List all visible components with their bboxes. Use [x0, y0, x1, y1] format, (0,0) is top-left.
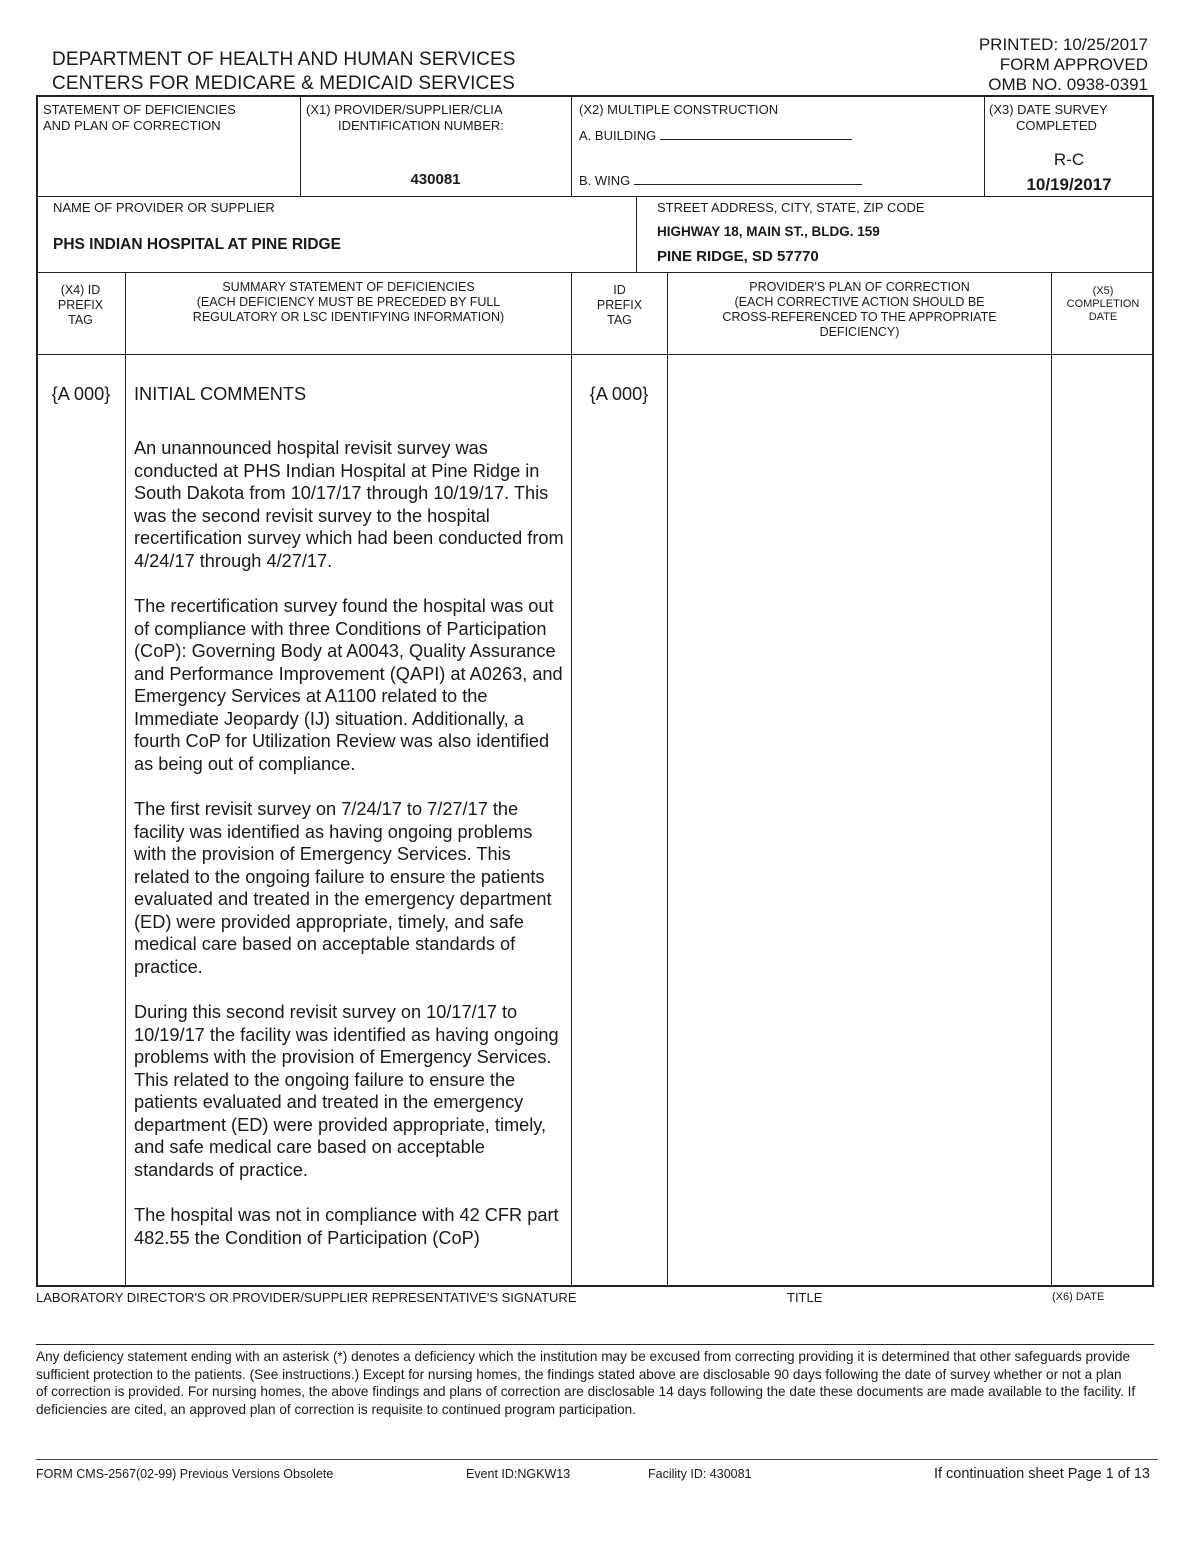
- paragraph-1: An unannounced hospital revisit survey was conducted at PHS Indian Hospital at Pine Ridge in South Dakota from 10/17/17 through 10/19/17. This was the second revisit survey to the hospital recertification survey which had been conducted from 4/24/17 through 4/27/17.: [134, 438, 564, 571]
- form-info: [979, 35, 1148, 95]
- event-id: Event ID:NGKW13: [466, 1467, 571, 1481]
- entry-body: [134, 437, 568, 1272]
- signature-label: LABORATORY DIRECTOR'S OR PROVIDER/SUPPLIER REPRESENTATIVE'S SIGNATURE: [36, 1290, 577, 1305]
- divider-col-summary: [125, 272, 126, 1287]
- building-field: A. BUILDING: [579, 127, 852, 144]
- provider-name: PHS INDIAN HOSPITAL AT PINE RIDGE: [53, 236, 341, 253]
- address-label: STREET ADDRESS, CITY, STATE, ZIP CODE: [657, 200, 925, 215]
- page-indicator: If continuation sheet Page 1 of 13: [933, 1466, 1150, 1482]
- col-header-id: ID PREFIX TAG: [596, 283, 643, 327]
- wing-field: B. WING: [579, 172, 862, 189]
- divider-col-completion: [1051, 272, 1052, 1287]
- divider-provider-row: [36, 272, 1154, 273]
- col-header-x5: (X5) COMPLETION DATE: [1066, 285, 1140, 323]
- provider-name-label: NAME OF PROVIDER OR SUPPLIER: [53, 200, 275, 215]
- prefix-tag-left: {A 000}: [51, 384, 111, 404]
- disclaimer-text: Any deficiency statement ending with an asterisk (*) denotes a deficiency which the institution may be excused from correcting providing it is determined that other safeguards provide sufficient protection to the patients. (See instructions.) Except for nursing homes, the findings stated above are disclosable 90 days following the date of survey whether or not a plan of correction is provided. For nursing homes, the above findings and plans of correction are disclosable 14 days following the date these documents are made available to the facility. If deficiencies are cited, an approved plan of correction is requisite to continued program participation.: [36, 1349, 1136, 1417]
- x1-label: (X1) PROVIDER/SUPPLIER/CLIA IDENTIFICATION NUMBER:: [306, 102, 504, 133]
- divider-col-id: [571, 272, 572, 1287]
- prefix-tag-right: {A 000}: [589, 384, 649, 404]
- omb-number: OMB NO. 0938-0391: [988, 75, 1148, 94]
- date-label: (X6) DATE: [1052, 1291, 1105, 1303]
- col-header-summary: SUMMARY STATEMENT OF DEFICIENCIES (EACH DEFICIENCY MUST BE PRECEDED BY FULL REGULATORY OR LSC IDENTIFYING INFORMATION): [192, 280, 505, 324]
- divider-footer: [36, 1459, 1158, 1460]
- divider-x2: [571, 95, 572, 196]
- printed-date: PRINTED: 10/25/2017: [978, 35, 1148, 54]
- address-line-1: HIGHWAY 18, MAIN ST., BLDG. 159: [657, 224, 880, 239]
- divider-header-row: [36, 196, 1154, 197]
- form-number: FORM CMS-2567(02-99) Previous Versions Obsolete: [36, 1467, 334, 1481]
- title-label: TITLE: [787, 1290, 823, 1305]
- statement-label: STATEMENT OF DEFICIENCIES AND PLAN OF CORRECTION: [43, 102, 236, 133]
- survey-date: 10/19/2017: [1026, 175, 1112, 194]
- col-header-plan: PROVIDER'S PLAN OF CORRECTION (EACH CORRECTIVE ACTION SHOULD BE CROSS-REFERENCED TO THE APPROPRIATE DEFICIENCY): [722, 280, 997, 339]
- agency-line-2: CENTERS FOR MEDICARE & MEDICAID SERVICES: [52, 73, 515, 94]
- wing-blank: [634, 172, 862, 185]
- provider-id-value: 430081: [410, 171, 461, 188]
- paragraph-5: The hospital was not in compliance with 42 CFR part 482.55 the Condition of Participation (CoP): [134, 1205, 559, 1248]
- divider-address: [636, 196, 637, 272]
- entry-title: INITIAL COMMENTS: [134, 384, 307, 404]
- facility-id: Facility ID: 430081: [648, 1467, 752, 1481]
- divider-col-plan: [667, 272, 668, 1287]
- x3-label: (X3) DATE SURVEY COMPLETED: [989, 102, 1108, 133]
- survey-code: R-C: [1053, 150, 1085, 169]
- col-header-x4: (X4) ID PREFIX TAG: [57, 283, 104, 327]
- agency-line-1: DEPARTMENT OF HEALTH AND HUMAN SERVICES: [52, 49, 516, 70]
- paragraph-4: During this second revisit survey on 10/17/17 to 10/19/17 the facility was identified as having ongoing problems with the provision of Emergency Services. This related to the ongoing failure to ensure the patients evaluated and treated in the emergency department (ED) were provided appropriate, timely, and safe medical care based on acceptable standards of practice.: [134, 1002, 559, 1180]
- divider-disclaimer: [36, 1344, 1154, 1345]
- building-blank: [660, 127, 852, 140]
- form-approved: FORM APPROVED: [999, 55, 1148, 74]
- address-line-2: PINE RIDGE, SD 57770: [657, 248, 819, 265]
- x2-label: (X2) MULTIPLE CONSTRUCTION: [579, 102, 779, 117]
- agency-header: [52, 48, 516, 96]
- paragraph-3: The first revisit survey on 7/24/17 to 7/27/17 the facility was identified as having ongoing problems with the provision of Emergency Services. This related to the ongoing failure to ensure the patients evaluated and treated in the emergency department (ED) were provided appropriate, timely, and safe medical care based on acceptable standards of practice.: [134, 799, 552, 977]
- divider-column-headers: [36, 354, 1154, 355]
- paragraph-2: The recertification survey found the hospital was out of compliance with three Conditions of Participation (CoP): Governing Body at A0043, Quality Assurance and Performance Improvement (QAPI) at A0263, and Emergency Services at A1100 related to the Immediate Jeopardy (IJ) situation. Additionally, a fourth CoP for Utilization Review was also identified as being out of compliance.: [134, 596, 563, 774]
